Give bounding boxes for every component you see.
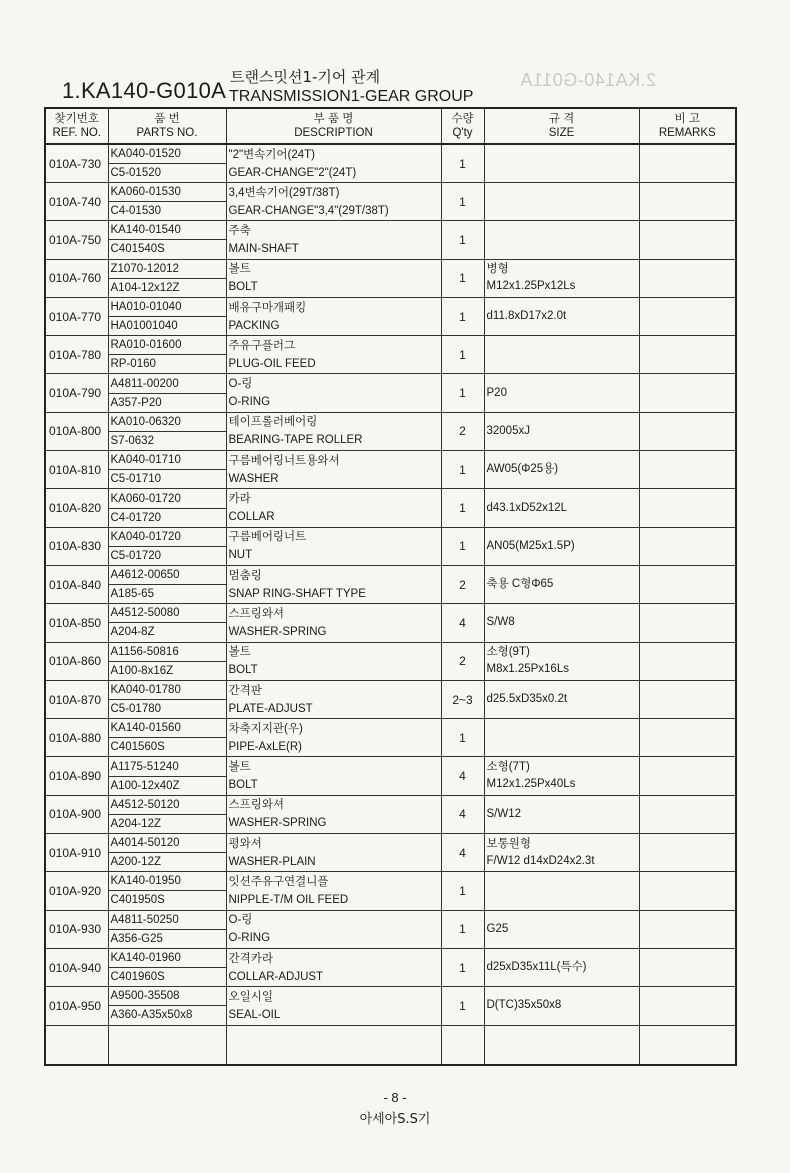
description-korean: 간격카라	[228, 952, 273, 965]
description-header: 부 품 명 DESCRIPTION	[226, 108, 441, 144]
document-code: 1.KA140-G010A	[62, 78, 227, 103]
size-spec	[484, 948, 639, 986]
remarks	[639, 259, 736, 297]
part-number-secondary: A360-A35x50x8	[110, 1009, 193, 1022]
remarks	[639, 872, 736, 910]
quantity: 2	[441, 412, 484, 450]
empty-cell	[441, 1025, 484, 1065]
quantity: 1	[441, 489, 484, 527]
part-number-primary: KA040-01710	[109, 451, 226, 470]
size-spec	[484, 719, 639, 757]
description	[226, 336, 441, 374]
table-row	[45, 527, 736, 565]
part-number	[108, 604, 226, 642]
part-number-secondary: C4-01720	[110, 511, 162, 524]
ref-no: 010A-760	[45, 259, 108, 297]
quantity: 1	[441, 948, 484, 986]
part-number-primary: KA140-01960	[109, 949, 226, 968]
description-korean: 스프링와셔	[228, 799, 285, 812]
ref-no: 010A-910	[45, 834, 108, 872]
description-korean: 잇션주유구연결니플	[228, 875, 329, 888]
part-number-primary: A4014-50120	[109, 834, 226, 853]
empty-cell	[45, 1025, 108, 1065]
quantity: 1	[441, 297, 484, 335]
part-number	[108, 642, 226, 680]
part-number	[108, 144, 226, 183]
part-number-primary: KA140-01560	[109, 719, 226, 738]
description-english: WASHER-PLAIN	[228, 855, 316, 868]
remarks	[639, 680, 736, 718]
part-number	[108, 948, 226, 986]
part-number	[108, 910, 226, 948]
quantity: 1	[441, 183, 484, 221]
size-line-1: d11.8xD17x2.0t	[486, 310, 567, 323]
description-english: PIPE-AxLE(R)	[228, 740, 302, 753]
part-number	[108, 297, 226, 335]
part-number-secondary: A185-65	[110, 588, 154, 601]
table-row	[45, 987, 736, 1025]
table-row	[45, 221, 736, 259]
bleed-through-text: 2.KA140-G011A	[520, 70, 657, 90]
table-row	[45, 336, 736, 374]
description-english: GEAR-CHANGE"3,4"(29T/38T)	[228, 204, 389, 217]
part-number-primary: KA040-01520	[109, 145, 226, 164]
description	[226, 489, 441, 527]
ref-no: 010A-900	[45, 795, 108, 833]
description-english: MAIN-SHAFT	[228, 242, 299, 255]
quantity: 1	[441, 910, 484, 948]
ref-no: 010A-870	[45, 680, 108, 718]
description	[226, 872, 441, 910]
part-number-secondary: C401560S	[110, 741, 165, 754]
ref-no: 010A-950	[45, 987, 108, 1025]
size-spec	[484, 489, 639, 527]
description	[226, 604, 441, 642]
part-number-secondary: C5-01720	[110, 549, 162, 562]
table-row	[45, 757, 736, 795]
part-number-secondary: A356-G25	[110, 932, 163, 945]
ref-no: 010A-890	[45, 757, 108, 795]
remarks	[639, 719, 736, 757]
part-number	[108, 451, 226, 489]
description-english: WASHER-SPRING	[228, 817, 327, 830]
description-korean: 스프링와셔	[228, 607, 285, 620]
description-korean: 3,4변속기어(29T/38T)	[228, 186, 340, 199]
quantity: 1	[441, 336, 484, 374]
part-number-secondary: A100-12x40Z	[110, 779, 180, 792]
remarks	[639, 987, 736, 1025]
description	[226, 374, 441, 412]
size-spec	[484, 221, 639, 259]
part-number-secondary: S7-0632	[110, 434, 154, 447]
part-number-primary: A4811-00200	[109, 375, 226, 394]
description-korean: 오일시일	[228, 990, 273, 1003]
part-number-primary: A9500-35508	[109, 987, 226, 1006]
ref-no: 010A-830	[45, 527, 108, 565]
part-number-secondary: A100-8x16Z	[110, 664, 174, 677]
remarks	[639, 834, 736, 872]
size-line-1: G25	[486, 922, 509, 935]
description	[226, 757, 441, 795]
table-row	[45, 872, 736, 910]
size-spec	[484, 297, 639, 335]
part-number-primary: Z1070-12012	[109, 260, 226, 279]
part-number	[108, 412, 226, 450]
quantity: 1	[441, 374, 484, 412]
description	[226, 642, 441, 680]
description-english: BOLT	[228, 281, 258, 294]
ref-no: 010A-850	[45, 604, 108, 642]
quantity: 1	[441, 259, 484, 297]
part-number	[108, 872, 226, 910]
quantity: 1	[441, 144, 484, 183]
table-row	[45, 297, 736, 335]
description-korean: 볼트	[228, 646, 251, 659]
part-number-primary: KA040-01780	[109, 681, 226, 700]
ref-no: 010A-940	[45, 948, 108, 986]
size-spec	[484, 412, 639, 450]
empty-cell	[226, 1025, 441, 1065]
size-spec	[484, 183, 639, 221]
description-korean: O-링	[228, 378, 253, 391]
ref-no: 010A-810	[45, 451, 108, 489]
part-number	[108, 336, 226, 374]
part-number-secondary: RP-0160	[110, 358, 156, 371]
quantity: 2	[441, 642, 484, 680]
size-line-1: 소형(9T)	[486, 646, 530, 659]
part-number-secondary: C5-01710	[110, 473, 162, 486]
part-number	[108, 527, 226, 565]
remarks	[639, 144, 736, 183]
ref-no: 010A-840	[45, 565, 108, 603]
description-korean: 배유구마개패킹	[228, 301, 307, 314]
part-number	[108, 757, 226, 795]
table-row	[45, 910, 736, 948]
table-row	[45, 719, 736, 757]
description-english: GEAR-CHANGE"2"(24T)	[228, 166, 357, 179]
description-english: PLUG-OIL FEED	[228, 357, 316, 370]
description-english: O-RING	[228, 396, 271, 409]
ref-no: 010A-920	[45, 872, 108, 910]
part-number-secondary: A204-8Z	[110, 626, 155, 639]
ref-no: 010A-820	[45, 489, 108, 527]
description	[226, 680, 441, 718]
size-line-2: M12x1.25Px12Ls	[486, 280, 576, 293]
description	[226, 719, 441, 757]
part-number-secondary: C401960S	[110, 971, 165, 984]
quantity: 1	[441, 987, 484, 1025]
part-number-primary: A4811-50250	[109, 911, 226, 930]
size-line-1: d25xD35x11L(특수)	[486, 961, 587, 974]
description-english: SEAL-OIL	[228, 1008, 281, 1021]
part-number-secondary: C401540S	[110, 243, 165, 256]
size-spec	[484, 987, 639, 1025]
table-header-row	[45, 108, 736, 144]
description-korean: 주유구플러그	[228, 339, 296, 352]
size-line-2: M12x1.25Px40Ls	[486, 778, 576, 791]
description	[226, 948, 441, 986]
description-korean: "2"변속기어(24T)	[228, 148, 315, 161]
description	[226, 412, 441, 450]
part-number	[108, 680, 226, 718]
ref-no-header: 찾기번호 REF. NO.	[45, 108, 108, 144]
size-spec	[484, 872, 639, 910]
part-number-primary: KA060-01720	[109, 490, 226, 509]
description	[226, 144, 441, 183]
table-row	[45, 834, 736, 872]
part-number-secondary: C401950S	[110, 894, 165, 907]
description	[226, 527, 441, 565]
remarks	[639, 451, 736, 489]
part-number-primary: A4512-50080	[109, 604, 226, 623]
size-line-1: 병형	[486, 263, 509, 276]
part-number-secondary: A200-12Z	[110, 856, 162, 869]
description-english: COLLAR-ADJUST	[228, 970, 324, 983]
description-english: BOLT	[228, 779, 258, 792]
title-english: TRANSMISSION1-GEAR GROUP	[229, 88, 474, 105]
description-english: BEARING-TAPE ROLLER	[228, 434, 363, 447]
remarks	[639, 795, 736, 833]
table-row	[45, 604, 736, 642]
part-number-primary: KA040-01720	[109, 528, 226, 547]
size-line-1: D(TC)35x50x8	[486, 999, 562, 1012]
description-korean: 볼트	[228, 761, 251, 774]
ref-no: 010A-780	[45, 336, 108, 374]
size-spec	[484, 336, 639, 374]
description-english: PACKING	[228, 319, 280, 332]
quantity: 4	[441, 834, 484, 872]
description-english: NUT	[228, 549, 253, 562]
size-spec	[484, 527, 639, 565]
description-korean: O-링	[228, 914, 253, 927]
quantity: 1	[441, 221, 484, 259]
part-number	[108, 259, 226, 297]
part-number-primary: KA060-01530	[109, 183, 226, 202]
size-spec	[484, 910, 639, 948]
part-number-primary: KA140-01540	[109, 221, 226, 240]
size-line-1: P20	[486, 386, 507, 399]
description	[226, 451, 441, 489]
table-row	[45, 374, 736, 412]
size-line-1: 보통원형	[486, 837, 531, 850]
size-spec	[484, 680, 639, 718]
part-number	[108, 221, 226, 259]
description-korean: 멈춤링	[228, 569, 262, 582]
part-number-primary: A4512-50120	[109, 796, 226, 815]
size-spec	[484, 757, 639, 795]
table-row	[45, 948, 736, 986]
description-english: WASHER-SPRING	[228, 625, 327, 638]
table-row-empty	[45, 1025, 736, 1065]
part-number-primary: KA140-01950	[109, 872, 226, 891]
table-row	[45, 795, 736, 833]
description	[226, 259, 441, 297]
table-row	[45, 451, 736, 489]
description-english: BOLT	[228, 664, 258, 677]
table-row	[45, 412, 736, 450]
ref-no: 010A-770	[45, 297, 108, 335]
remarks	[639, 565, 736, 603]
description-korean: 볼트	[228, 263, 251, 276]
part-number-secondary: A204-12Z	[110, 817, 162, 830]
description-english: COLLAR	[228, 511, 275, 524]
size-line-1: d43.1xD52x12L	[486, 501, 568, 514]
size-spec	[484, 374, 639, 412]
part-number	[108, 374, 226, 412]
parts-table	[44, 107, 737, 1066]
description	[226, 834, 441, 872]
table-row	[45, 259, 736, 297]
description	[226, 987, 441, 1025]
ref-no: 010A-790	[45, 374, 108, 412]
size-line-1: 소형(7T)	[486, 761, 530, 774]
part-number	[108, 565, 226, 603]
remarks	[639, 221, 736, 259]
table-row	[45, 489, 736, 527]
page-number: - 8 -	[383, 1090, 407, 1105]
description	[226, 297, 441, 335]
description-korean: 카라	[228, 493, 251, 506]
remarks	[639, 297, 736, 335]
ref-no: 010A-800	[45, 412, 108, 450]
description-english: WASHER	[228, 472, 279, 485]
description-korean: 구름베어링너트	[228, 531, 307, 544]
part-number-secondary: C5-01780	[110, 703, 162, 715]
size-line-1: AW05(Φ25용)	[486, 463, 559, 476]
description	[226, 795, 441, 833]
size-spec	[484, 604, 639, 642]
size-header: 규 격 SIZE	[484, 108, 639, 144]
table-row	[45, 642, 736, 680]
description	[226, 183, 441, 221]
size-line-1: AN05(M25x1.5P)	[486, 539, 575, 552]
quantity: 1	[441, 451, 484, 489]
size-spec	[484, 795, 639, 833]
description-korean: 간격판	[228, 684, 262, 697]
quantity: 1	[441, 872, 484, 910]
remarks	[639, 183, 736, 221]
remarks	[639, 527, 736, 565]
remarks	[639, 910, 736, 948]
ref-no: 010A-730	[45, 144, 108, 183]
part-number-primary: KA010-06320	[109, 413, 226, 432]
quantity: 1	[441, 719, 484, 757]
remarks	[639, 642, 736, 680]
description-korean: 주축	[228, 224, 251, 237]
description-english: PLATE-ADJUST	[228, 702, 313, 715]
part-number	[108, 183, 226, 221]
quantity: 1	[441, 527, 484, 565]
remarks	[639, 374, 736, 412]
ref-no: 010A-740	[45, 183, 108, 221]
part-number-secondary: HA01001040	[110, 320, 178, 333]
company-name: 아세아S.S기	[359, 1112, 431, 1127]
description-english: SNAP RING-SHAFT TYPE	[228, 587, 366, 600]
ref-no: 010A-930	[45, 910, 108, 948]
size-line-1: S/W12	[486, 807, 522, 820]
part-number-secondary: A357-P20	[110, 396, 162, 409]
part-number-primary: HA010-01040	[109, 298, 226, 317]
description	[226, 221, 441, 259]
size-line-1: 32005xJ	[486, 424, 530, 437]
description-korean: 구름베어링너트용와셔	[228, 454, 340, 467]
empty-cell	[108, 1025, 226, 1065]
table-row	[45, 680, 736, 718]
quantity: 4	[441, 757, 484, 795]
remarks-header: 비 고 REMARKS	[639, 108, 736, 144]
size-spec	[484, 565, 639, 603]
part-number	[108, 489, 226, 527]
part-number	[108, 834, 226, 872]
size-line-2: F/W12 d14xD24x2.3t	[486, 854, 595, 867]
size-spec	[484, 144, 639, 183]
ref-no: 010A-860	[45, 642, 108, 680]
part-number-secondary: A104-12x12Z	[110, 281, 180, 294]
remarks	[639, 336, 736, 374]
part-number-primary: RA010-01600	[109, 336, 226, 355]
parts-no-header: 품 번 PARTS NO.	[108, 108, 226, 144]
remarks	[639, 757, 736, 795]
part-number-primary: A1156-50816	[109, 643, 226, 662]
table-row	[45, 565, 736, 603]
description	[226, 910, 441, 948]
part-number-primary: A4612-00650	[109, 566, 226, 585]
size-spec	[484, 642, 639, 680]
quantity: 4	[441, 604, 484, 642]
quantity-header: 수량 Q'ty	[441, 108, 484, 144]
remarks	[639, 489, 736, 527]
ref-no: 010A-750	[45, 221, 108, 259]
remarks	[639, 948, 736, 986]
empty-cell	[639, 1025, 736, 1065]
description-english: NIPPLE-T/M OIL FEED	[228, 893, 349, 906]
table-row	[45, 183, 736, 221]
part-number-primary: A1175-51240	[109, 758, 226, 777]
description-korean: 평와셔	[228, 837, 262, 850]
title-korean: 트랜스밋션1-기어 관계	[230, 68, 381, 86]
size-spec	[484, 834, 639, 872]
part-number	[108, 795, 226, 833]
empty-cell	[484, 1025, 639, 1065]
description-english: O-RING	[228, 932, 271, 945]
remarks	[639, 604, 736, 642]
part-number-secondary: C4-01530	[110, 205, 162, 218]
quantity: 4	[441, 795, 484, 833]
quantity: 2~3	[441, 680, 484, 718]
size-spec	[484, 259, 639, 297]
part-number	[108, 987, 226, 1025]
description	[226, 565, 441, 603]
size-line-1: S/W8	[486, 616, 515, 629]
size-line-1: d25.5xD35x0.2t	[486, 693, 568, 705]
table-row	[45, 144, 736, 183]
description-korean: 차축지지관(우)	[228, 722, 303, 735]
size-line-2: M8x1.25Px16Ls	[486, 663, 569, 676]
ref-no: 010A-880	[45, 719, 108, 757]
part-number	[108, 719, 226, 757]
remarks	[639, 412, 736, 450]
size-line-1: 축용 C형Φ65	[486, 578, 554, 591]
size-spec	[484, 451, 639, 489]
part-number-secondary: C5-01520	[110, 167, 162, 179]
quantity: 2	[441, 565, 484, 603]
description-korean: 테이프롤러베어링	[228, 416, 318, 429]
